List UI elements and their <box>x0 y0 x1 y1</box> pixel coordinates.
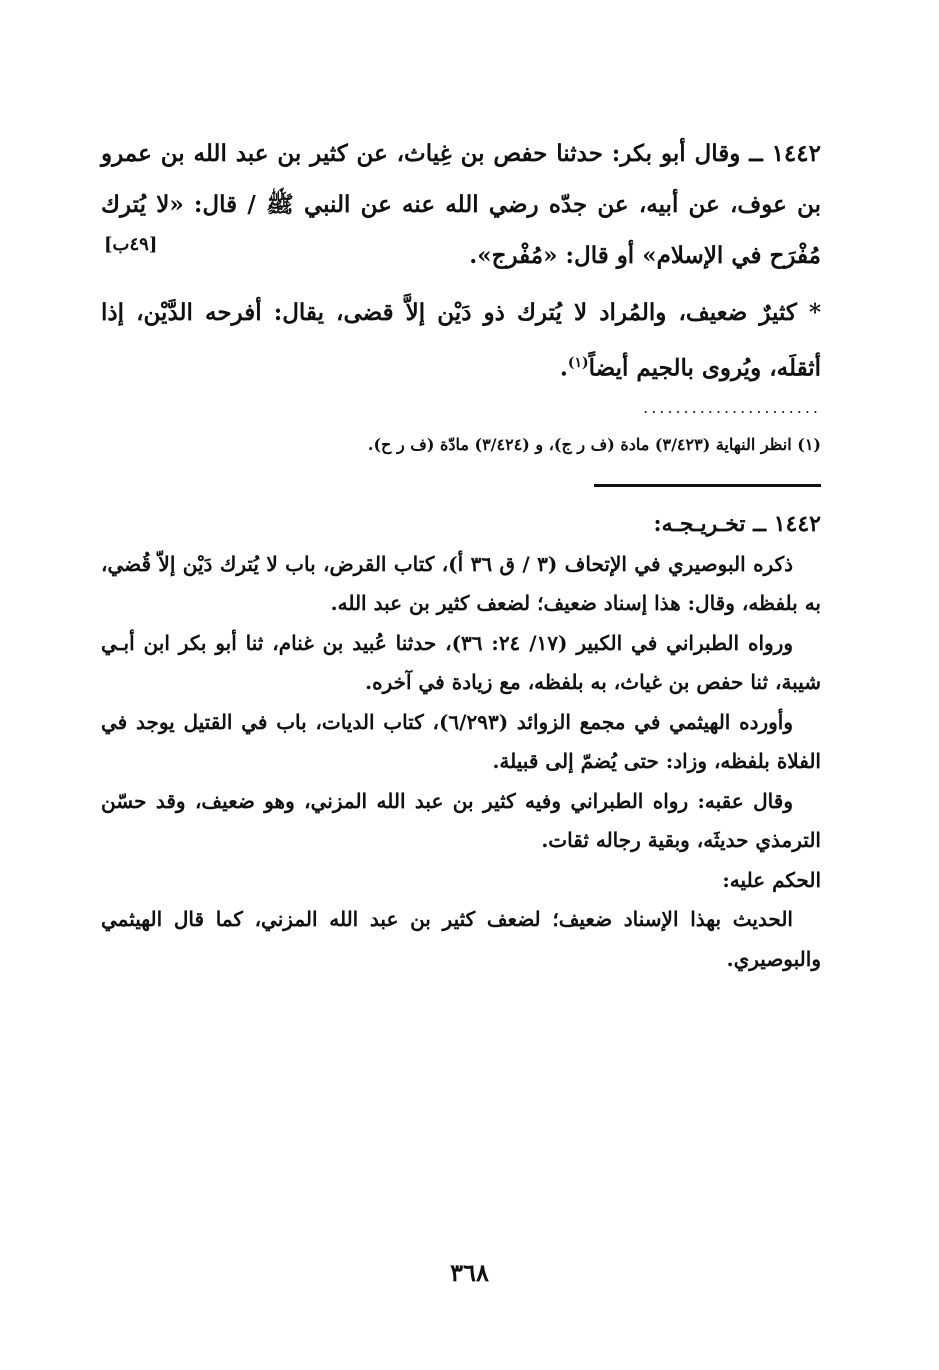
manuscript-folio-marker: [٤٩ب] <box>104 234 158 255</box>
section-divider <box>594 484 821 487</box>
takhrij-heading: ١٤٤٢ ــ تخـريـجـه: <box>653 511 821 537</box>
takhrij-paragraph: وأورده الهيثمي في مجمع الزوائد (٦/٢٩٣)، كتاب الديات، باب في القتيل يوجد في الفلاة بلفظه، وزاد: حتى يُضمّ إلى قبيلة. <box>101 709 821 773</box>
footnote-separator: ...................... <box>643 398 821 417</box>
hadith-note-text: * كثيرٌ ضعيف، والمُراد لا يُترك ذو دَيْن إلاَّ قضى، يقال: أفرحه الدَّيْن، إذا أثقلَه، ويُروى بالجيم أيضاً <box>101 299 821 382</box>
takhrij-paragraph: ذكره البوصيري في الإتحاف (٣ / ق ٣٦ أ)، كتاب القرض، باب لا يُترك دَيْن إلاّ قُضي، به بلفظه، وقال: هذا إسناد ضعيف؛ لضعف كثير بن عبد الله. <box>101 551 821 615</box>
hadith-section <box>101 128 821 394</box>
ruling-heading: الحكم عليه: <box>722 867 821 892</box>
hadith-text: ١٤٤٢ ــ وقال أبو بكر: حدثنا حفص بن غِياث، عن كثير بن عبد الله بن عمرو بن عوف، عن أبيه، عن جدّه رضي الله عنه عن النبي ﷺ / قال: «لا يُترك مُفْرَح في الإسلام» أو قال: «مُفْرج». <box>101 140 821 269</box>
hadith-note <box>101 287 821 394</box>
takhrij-paragraph: وقال عقبه: رواه الطبراني وفيه كثير بن عبد الله المزني، وهو ضعيف، وقد حسّن الترمذي حديثَه، وبقية رجاله ثقات. <box>101 788 821 852</box>
ruling-text: الحديث بهذا الإسناد ضعيف؛ لضعف كثير بن عبد الله المزني، كما قال الهيثمي والبوصيري. <box>101 907 821 971</box>
takhrij-section <box>101 505 821 979</box>
hadith-note-end: . <box>559 354 568 382</box>
footnote: (١) انظر النهاية (٣/٤٢٣) مادة (ف ر ج)، و (٣/٤٢٤) مادّة (ف ر ح). <box>367 435 821 454</box>
takhrij-paragraph: ورواه الطبراني في الكبير (١٧/ ٢٤: ٣٦)، حدثنا عُبيد بن غنام، ثنا أبو بكر ابن أبـي شيبة، ثنا حفص بن غياث، به بلفظه، مع زيادة في آخره. <box>101 630 821 694</box>
page-number: ٣٦٨ <box>450 1258 489 1287</box>
footnote-reference: (١) <box>567 355 589 371</box>
